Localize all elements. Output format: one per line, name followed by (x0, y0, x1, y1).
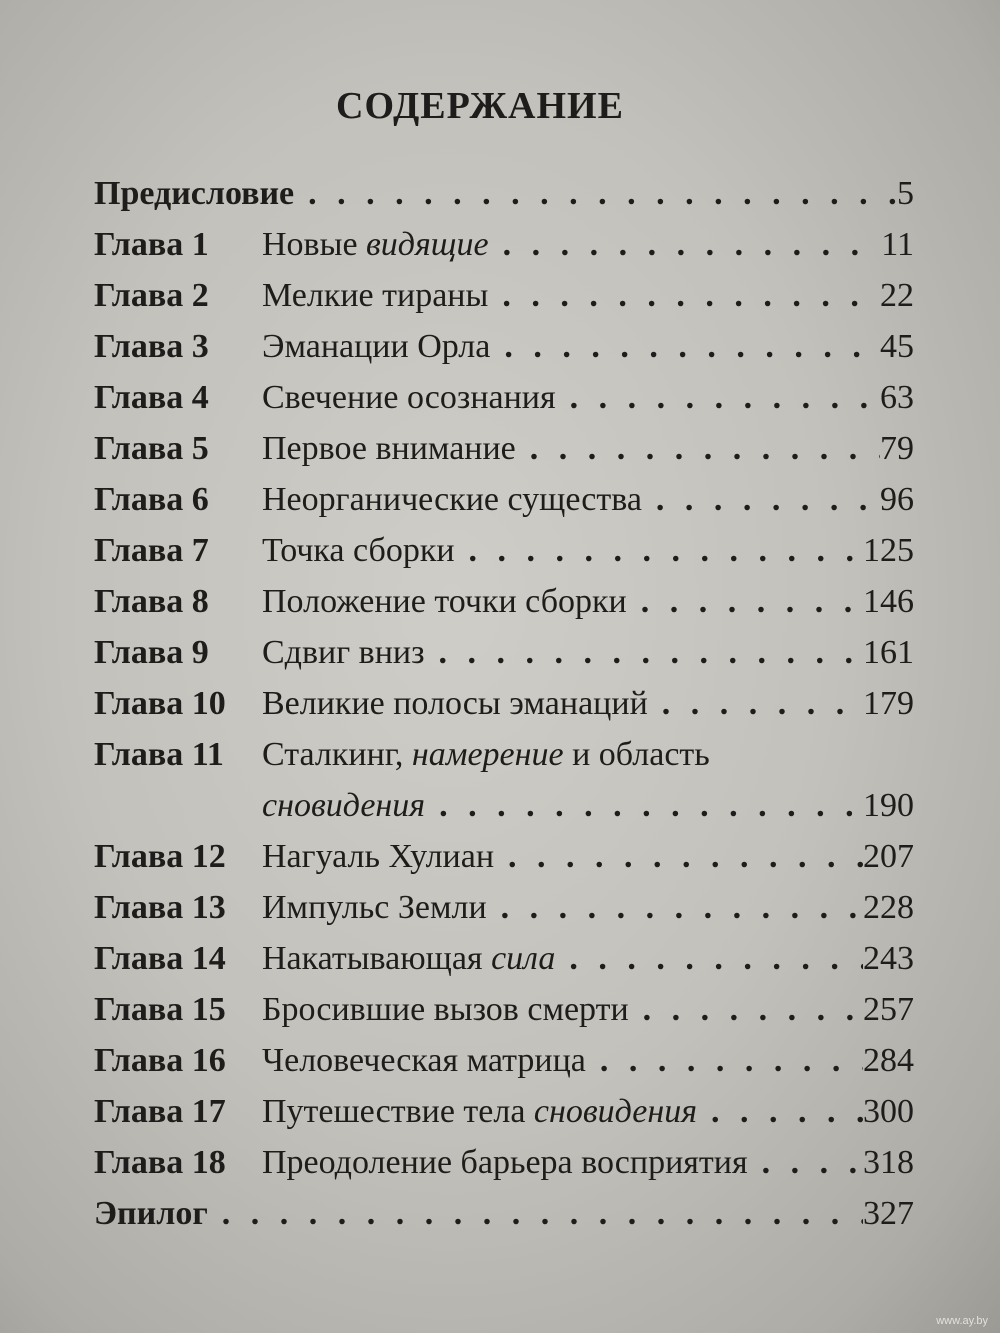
dot-leader (530, 423, 880, 474)
title-segment: Человеческая матрица (262, 1042, 586, 1079)
italic-term: сновидения (533, 1093, 698, 1130)
toc-entry (94, 219, 914, 270)
dot-leader (502, 270, 880, 321)
toc-entry (94, 984, 914, 1035)
title-segment: Импульс Земли (262, 889, 487, 926)
title-segment: и область (563, 736, 710, 773)
toc-entry (94, 474, 914, 525)
toc-entry-title (262, 933, 555, 984)
toc-entry (94, 576, 914, 627)
toc-entry (94, 933, 914, 984)
toc-entry-title (262, 627, 425, 678)
page-number: 63 (880, 379, 914, 416)
title-segment: Свечение осознания (262, 379, 556, 416)
toc-entry-label: Глава 4 (94, 379, 209, 416)
dot-leader (643, 984, 863, 1035)
toc-entry (94, 831, 914, 882)
dot-leader (439, 780, 863, 831)
dot-leader (501, 882, 863, 933)
dot-leader (503, 219, 882, 270)
toc-entry-title (262, 678, 648, 729)
dot-leader (711, 1086, 863, 1137)
italic-term: видящие (366, 226, 489, 263)
toc-entry (94, 423, 914, 474)
page-number: 243 (863, 940, 914, 977)
italic-term: сновидения (262, 787, 426, 824)
page-number: 300 (863, 1093, 914, 1130)
toc-entry-title (262, 525, 455, 576)
title-segment: Эманации Орла (262, 328, 491, 365)
toc-entry-title (262, 1137, 748, 1188)
toc-entry-title (262, 321, 490, 372)
dot-leader (600, 1035, 863, 1086)
toc-entry-title (262, 270, 488, 321)
toc-entry (94, 372, 914, 423)
page-number: 5 (897, 175, 914, 212)
toc-entry (94, 1137, 914, 1188)
toc-entry-label: Глава 6 (94, 481, 209, 518)
toc-entry (94, 1188, 914, 1239)
dot-leader (656, 474, 880, 525)
page-number: 228 (863, 889, 914, 926)
toc-entry (94, 321, 914, 372)
title-segment: Путешествие тела (262, 1093, 534, 1130)
page-number: 257 (863, 991, 914, 1028)
dot-leader (508, 831, 863, 882)
toc-entry (94, 627, 914, 678)
title-segment: Бросившие вызов смерти (262, 991, 629, 1028)
title-segment: Нагуаль Хулиан (262, 838, 495, 875)
toc-entry-label: Глава 10 (94, 685, 226, 722)
toc-entry (94, 1035, 914, 1086)
dot-leader (308, 168, 897, 219)
toc-entry-label: Глава 5 (94, 430, 209, 467)
dot-leader (662, 678, 863, 729)
toc-entry-title (262, 219, 489, 270)
toc-entry-title (262, 780, 425, 831)
dot-leader (469, 525, 863, 576)
title-segment: Сталкинг, (262, 736, 412, 773)
toc-entry-label: Глава 17 (94, 1093, 226, 1130)
dot-leader (641, 576, 863, 627)
toc-entry-title (262, 729, 710, 780)
toc-entry-label: Глава 18 (94, 1144, 226, 1181)
title-segment: Преодоление барьера восприятия (262, 1144, 748, 1181)
toc-entry (94, 882, 914, 933)
toc-entry-title (262, 576, 627, 627)
title-segment: Положение точки сборки (262, 583, 627, 620)
toc-entry-label: Глава 14 (94, 940, 226, 977)
toc-entry-label: Глава 9 (94, 634, 209, 671)
title-segment: Сдвиг вниз (262, 634, 425, 671)
page-number: 79 (880, 430, 914, 467)
watermark: www.ay.by (936, 1315, 988, 1327)
table-of-contents (94, 168, 914, 1239)
toc-entry-label: Глава 3 (94, 328, 209, 365)
toc-entry-label: Глава 16 (94, 1042, 226, 1079)
page-number: 179 (863, 685, 914, 722)
toc-entry-label: Предисловие (94, 175, 295, 212)
page-number: 125 (863, 532, 914, 569)
toc-entry-label: Глава 13 (94, 889, 226, 926)
toc-entry-title (262, 423, 516, 474)
toc-entry-title (262, 1035, 586, 1086)
dot-leader (762, 1137, 863, 1188)
toc-entry-label: Глава 7 (94, 532, 209, 569)
toc-entry-title (262, 1086, 697, 1137)
toc-entry (94, 678, 914, 729)
toc-entry-label: Эпилог (94, 1195, 208, 1232)
toc-entry-label: Глава 8 (94, 583, 209, 620)
title-segment: Точка сборки (262, 532, 455, 569)
page-number: 284 (863, 1042, 914, 1079)
page-number: 11 (881, 226, 914, 263)
toc-entry (94, 729, 914, 780)
dot-leader (570, 372, 880, 423)
toc-entry-label: Глава 15 (94, 991, 226, 1028)
title-segment: Неорганические существа (262, 481, 642, 518)
page-number: 318 (863, 1144, 914, 1181)
page-number: 207 (863, 838, 914, 875)
toc-entry-label: Глава 11 (94, 736, 224, 773)
page-title: СОДЕРЖАНИЕ (336, 85, 624, 127)
dot-leader (504, 321, 880, 372)
toc-entry-title (262, 882, 487, 933)
title-segment: Накатывающая (262, 940, 492, 977)
page-number: 96 (880, 481, 914, 518)
title-segment: Первое внимание (262, 430, 516, 467)
dot-leader (569, 933, 863, 984)
toc-entry-label: Глава 2 (94, 277, 209, 314)
toc-entry (94, 780, 914, 831)
page-number: 190 (863, 787, 914, 824)
page-number: 327 (863, 1195, 914, 1232)
toc-entry (94, 1086, 914, 1137)
toc-entry (94, 168, 914, 219)
page-number: 45 (880, 328, 914, 365)
toc-entry (94, 525, 914, 576)
toc-entry-label: Глава 1 (94, 226, 209, 263)
page-number: 161 (863, 634, 914, 671)
dot-leader (222, 1188, 863, 1239)
title-segment: Великие полосы эманаций (262, 685, 648, 722)
dot-leader (439, 627, 863, 678)
page-number: 146 (863, 583, 914, 620)
italic-term: сила (491, 940, 556, 977)
toc-entry-title (262, 831, 494, 882)
toc-entry-title (262, 372, 556, 423)
italic-term: намерение (411, 736, 564, 773)
page-number: 22 (880, 277, 914, 314)
toc-entry-title (262, 474, 642, 525)
title-segment: Мелкие тираны (262, 277, 489, 314)
title-segment: Новые (262, 226, 367, 263)
toc-entry (94, 270, 914, 321)
toc-entry-label: Глава 12 (94, 838, 226, 875)
toc-entry-title (262, 984, 629, 1035)
